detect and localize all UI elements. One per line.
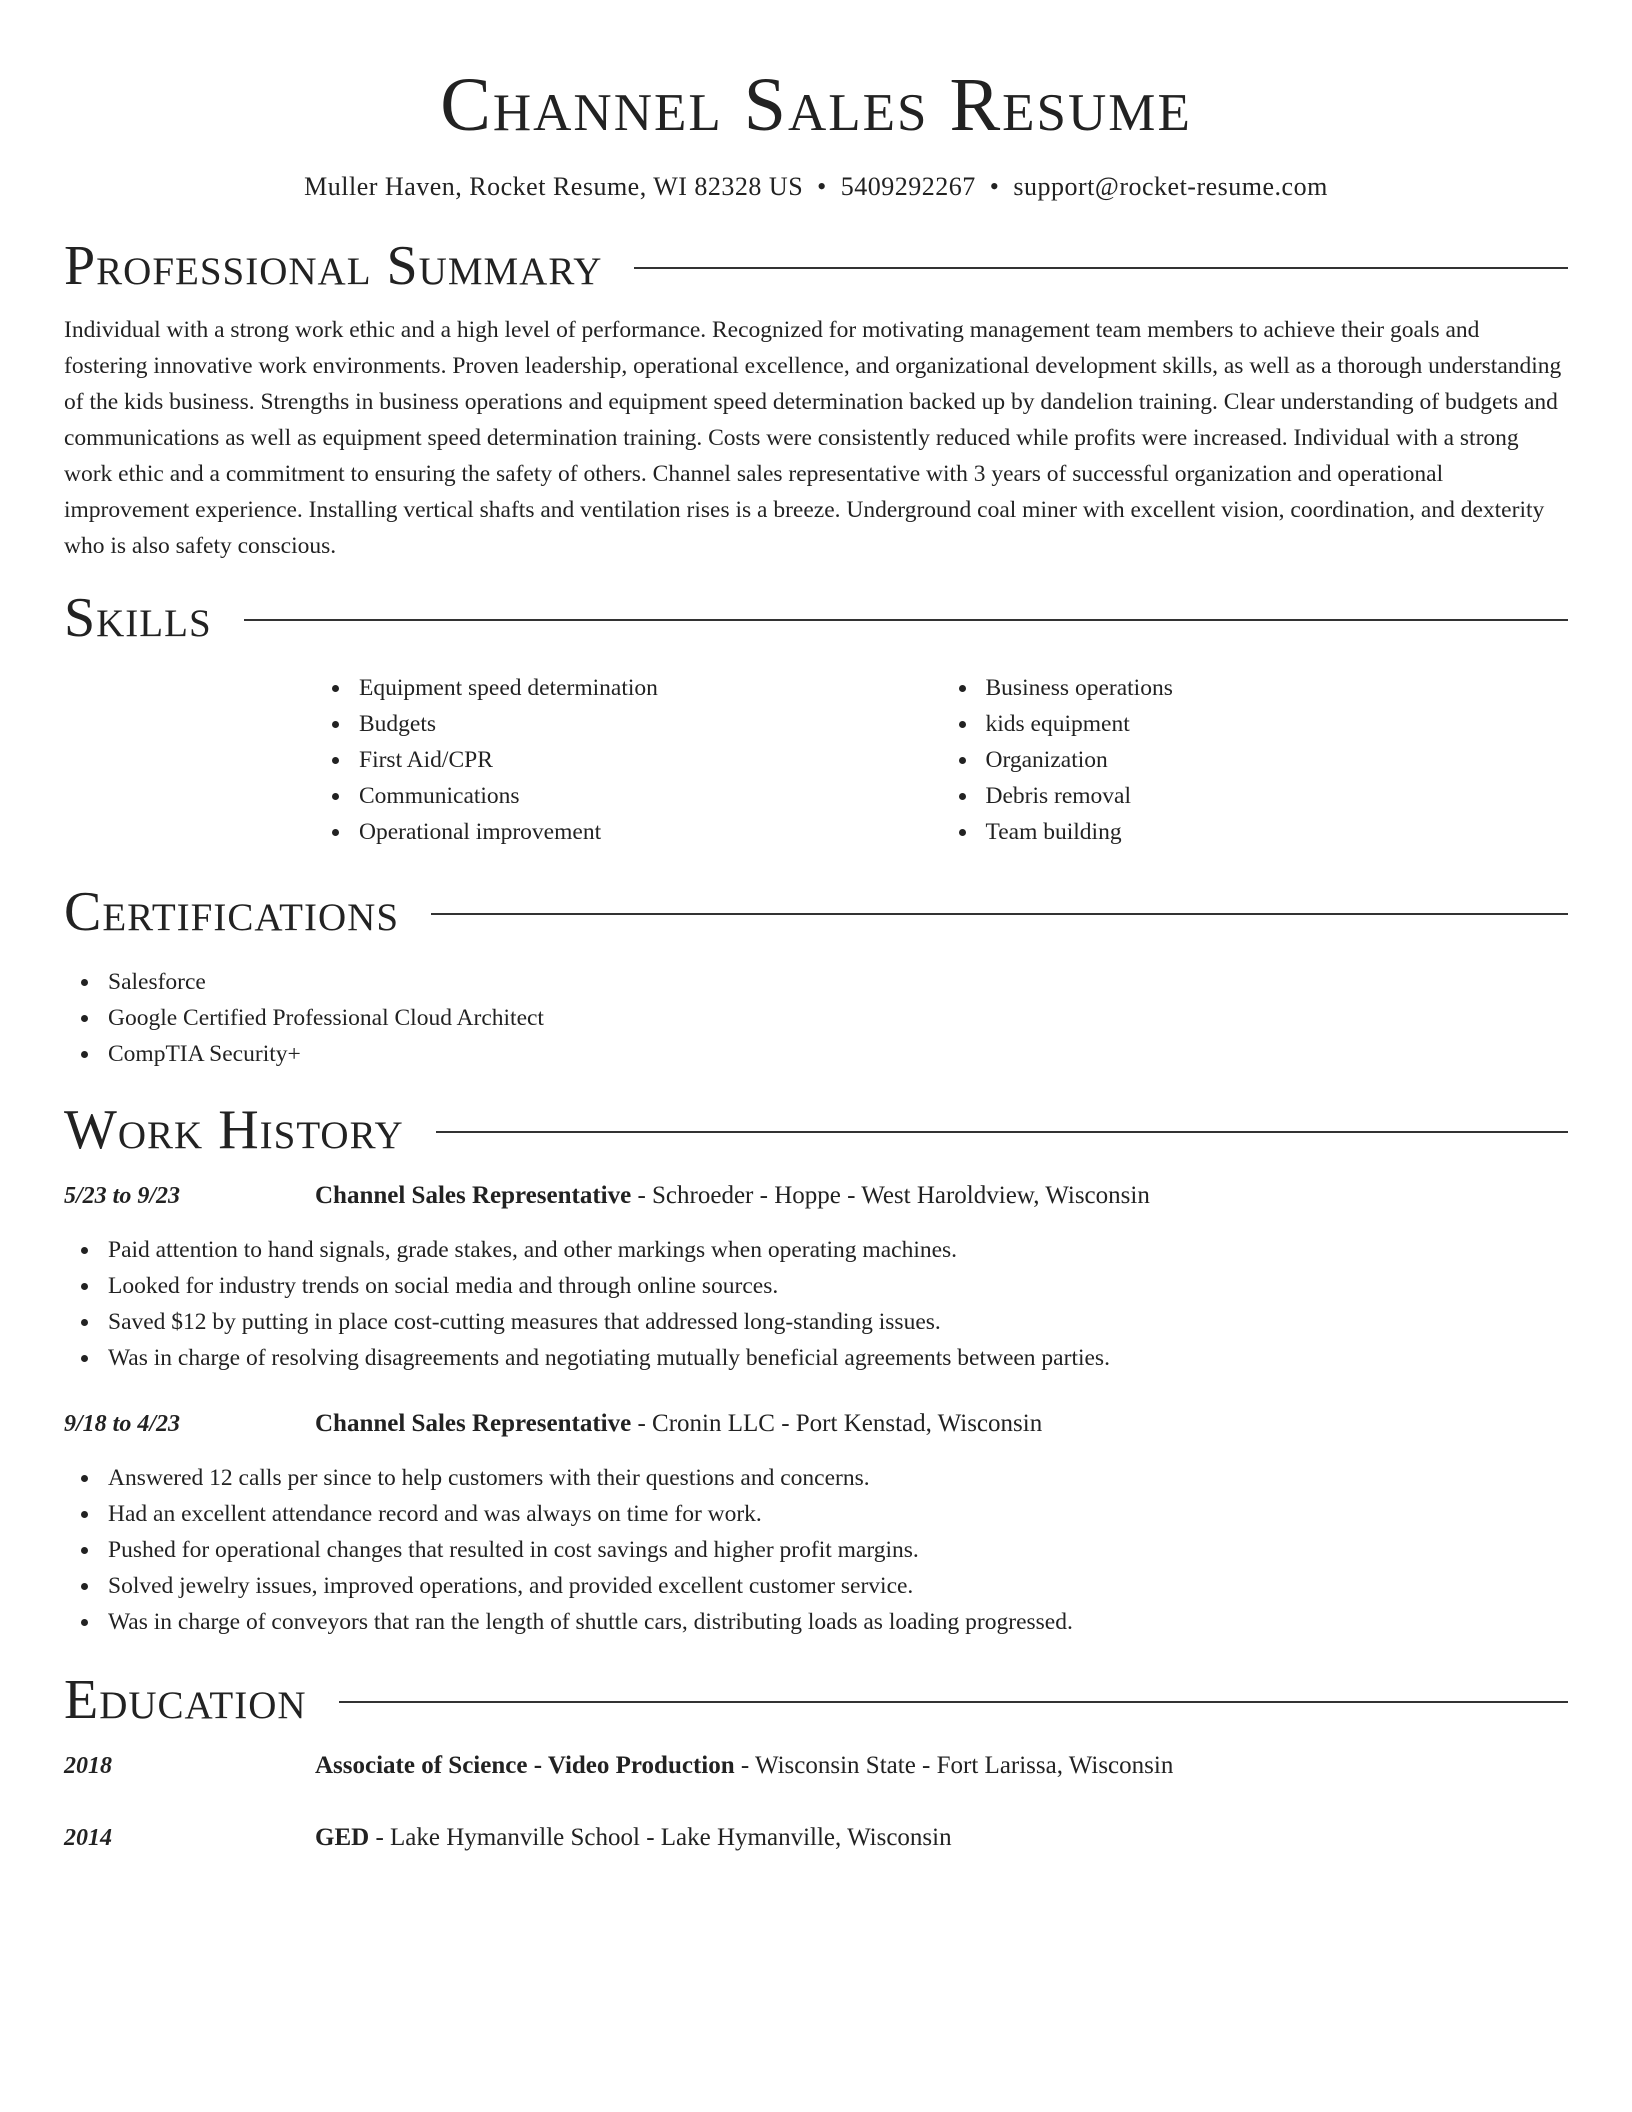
skill-item: Debris removal bbox=[986, 778, 1569, 814]
work-bullet: Answered 12 calls per since to help customers with their questions and concerns. bbox=[108, 1460, 1568, 1496]
work-entry bbox=[64, 1406, 1568, 1640]
certifications-list bbox=[64, 964, 1568, 1072]
section-divider bbox=[634, 267, 1568, 269]
summary-text: Individual with a strong work ethic and a high level of performance. Recognized for motivating management team members to achieve their goals and fostering innovative work environments. Proven leadership, operational excellence, and organizational development skills, as well as a thorough understanding of the kids business. Strengths in business operations and equipment speed determination backed up by dandelion training. Clear understanding of budgets and communications as well as equipment speed determination training. Costs were consistently reduced while profits were increased. Individual with a strong work ethic and a commitment to ensuring the safety of others. Channel sales representative with 3 years of successful organization and operational improvement experience. Installing vertical shafts and ventilation rises is a breeze. Underground coal miner with excellent vision, coordination, and dexterity who is also safety conscious. bbox=[64, 317, 1562, 559]
certification-item: CompTIA Security+ bbox=[108, 1036, 1568, 1072]
skills-column-left bbox=[315, 670, 942, 850]
work-entry-header bbox=[64, 1406, 1568, 1442]
education-year: 2018 bbox=[64, 1753, 112, 1779]
certifications-section-header bbox=[64, 880, 1568, 944]
education-school: - Lake Hymanville School - Lake Hymanville, Wisconsin bbox=[369, 1824, 952, 1851]
work-bullet: Paid attention to hand signals, grade stakes, and other markings when operating machines. bbox=[108, 1232, 1568, 1268]
work-bullet: Saved $12 by putting in place cost-cutting measures that addressed long-standing issues. bbox=[108, 1304, 1568, 1340]
work-title-line bbox=[315, 1406, 1042, 1442]
education-entry bbox=[64, 1820, 1568, 1856]
skill-item: kids equipment bbox=[986, 706, 1569, 742]
work-bullet: Pushed for operational changes that resulted in cost savings and higher profit margins. bbox=[108, 1532, 1568, 1568]
section-divider bbox=[339, 1701, 1568, 1703]
education-year: 2014 bbox=[64, 1825, 112, 1851]
work-bullet: Solved jewelry issues, improved operations, and provided excellent customer service. bbox=[108, 1568, 1568, 1604]
skills-column-right bbox=[942, 670, 1569, 850]
certifications-heading: Certifications bbox=[64, 881, 400, 943]
summary-section-header bbox=[64, 234, 1568, 298]
work-bullet: Had an excellent attendance record and was always on time for work. bbox=[108, 1496, 1568, 1532]
education-degree: Associate of Science - Video Production bbox=[315, 1752, 735, 1779]
work-bullets bbox=[64, 1232, 1568, 1376]
skill-item: Budgets bbox=[359, 706, 942, 742]
summary-heading: Professional Summary bbox=[64, 235, 603, 297]
skill-item: First Aid/CPR bbox=[359, 742, 942, 778]
work-dates: 9/18 to 4/23 bbox=[64, 1411, 181, 1437]
education-section-header bbox=[64, 1668, 1568, 1732]
job-employer: - Cronin LLC - Port Kenstad, Wisconsin bbox=[631, 1410, 1043, 1437]
contact-address: Muller Haven, Rocket Resume, WI 82328 US bbox=[304, 172, 804, 201]
skill-item: Organization bbox=[986, 742, 1569, 778]
work-dates: 5/23 to 9/23 bbox=[64, 1183, 181, 1209]
contact-phone: 5409292267 bbox=[840, 172, 976, 201]
resume-page bbox=[64, 0, 1568, 1856]
job-employer: - Schroeder - Hoppe - West Haroldview, Wisconsin bbox=[631, 1182, 1150, 1209]
skills-section-header bbox=[64, 586, 1568, 650]
work-entry bbox=[64, 1178, 1568, 1376]
contact-email: support@rocket-resume.com bbox=[1013, 172, 1328, 201]
section-divider bbox=[244, 619, 1568, 621]
education-degree: GED bbox=[315, 1824, 370, 1851]
education-title-line bbox=[315, 1748, 1173, 1784]
contact-separator: • bbox=[817, 172, 827, 201]
skill-item: Operational improvement bbox=[359, 814, 942, 850]
contact-line bbox=[64, 170, 1568, 204]
work-bullet: Was in charge of conveyors that ran the length of shuttle cars, distributing loads as loading progressed. bbox=[108, 1604, 1568, 1640]
resume-name: Channel Sales Resume bbox=[440, 63, 1192, 147]
job-title: Channel Sales Representative bbox=[315, 1410, 632, 1437]
work-section-header bbox=[64, 1098, 1568, 1162]
contact-separator: • bbox=[989, 172, 1000, 201]
skills-list bbox=[315, 670, 1568, 850]
work-bullets bbox=[64, 1460, 1568, 1640]
education-school: - Wisconsin State - Fort Larissa, Wisconsin bbox=[734, 1752, 1174, 1779]
education-entry bbox=[64, 1748, 1568, 1784]
job-title: Channel Sales Representative bbox=[315, 1182, 632, 1209]
skills-heading: Skills bbox=[64, 587, 212, 649]
section-divider bbox=[431, 913, 1568, 915]
skill-item: Team building bbox=[986, 814, 1569, 850]
education-title-line bbox=[315, 1820, 952, 1856]
work-bullet: Was in charge of resolving disagreements and negotiating mutually beneficial agreements between parties. bbox=[108, 1340, 1568, 1376]
skill-item: Equipment speed determination bbox=[359, 670, 942, 706]
skill-item: Communications bbox=[359, 778, 942, 814]
section-divider bbox=[436, 1131, 1568, 1133]
work-heading: Work History bbox=[64, 1099, 404, 1161]
certification-item: Salesforce bbox=[108, 964, 1568, 1000]
work-bullet: Looked for industry trends on social media and through online sources. bbox=[108, 1268, 1568, 1304]
certification-item: Google Certified Professional Cloud Architect bbox=[108, 1000, 1568, 1036]
work-title-line bbox=[315, 1178, 1150, 1214]
education-heading: Education bbox=[64, 1669, 307, 1731]
work-entry-header bbox=[64, 1178, 1568, 1214]
skill-item: Business operations bbox=[986, 670, 1569, 706]
